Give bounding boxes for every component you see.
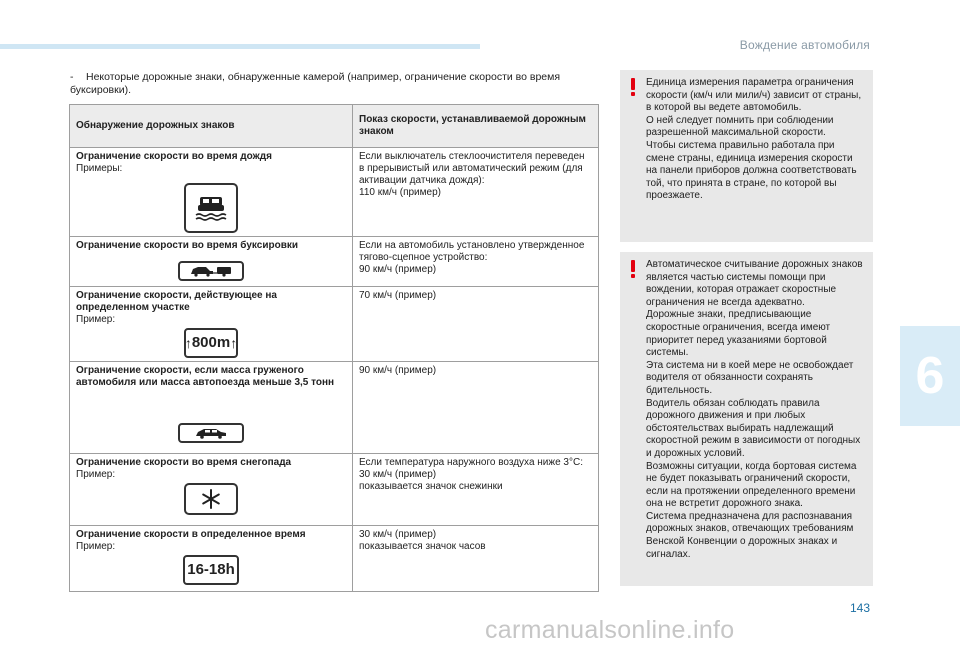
row-description: Если температура наружного воздуха ниже 3°C: 30 км/ч (пример) показывается значок снежинки bbox=[359, 457, 583, 492]
table-row bbox=[70, 237, 599, 287]
note-box-units bbox=[620, 70, 873, 242]
row-title: Ограничение скорости в определенное время bbox=[76, 529, 306, 540]
row-speed-cell bbox=[353, 526, 599, 592]
section-title: Вождение автомобиля bbox=[739, 38, 870, 52]
warning-icon bbox=[630, 260, 635, 278]
row-speed-cell bbox=[353, 362, 599, 454]
intro-bullet: - bbox=[70, 71, 74, 83]
table-header-row bbox=[70, 105, 599, 148]
watermark: carmanualsonline.info bbox=[485, 616, 735, 644]
table-row bbox=[70, 362, 599, 454]
distance-sign-text: 800m bbox=[191, 334, 231, 351]
distance-sign-icon bbox=[184, 328, 238, 358]
intro-paragraph bbox=[70, 71, 610, 97]
note-text: Единица измерения параметра ограничения скорости (км/ч или мили/ч) зависит от страны, в которой вы ведете автомобиль. О ней следует помнить при соблюдении разрешенной максимальной скорости. Чтобы система правильно работала при смене страны, единица измерения скорости на панели приборов должна соответствовать той, что принята в стране, по которой вы проезжаете. bbox=[646, 77, 862, 202]
row-detection-cell bbox=[70, 287, 353, 362]
column-header-speed-display: Показ скорости, устанавливаемой дорожным знаком bbox=[353, 105, 599, 148]
car-sign-icon bbox=[178, 423, 244, 443]
row-detection-cell bbox=[70, 148, 353, 237]
header-accent-bar bbox=[0, 44, 480, 49]
road-signs-table bbox=[69, 104, 599, 592]
table-row bbox=[70, 287, 599, 362]
row-detection-cell bbox=[70, 454, 353, 526]
row-detection-cell bbox=[70, 237, 353, 287]
time-sign-icon bbox=[183, 555, 239, 585]
chapter-tab bbox=[900, 326, 960, 426]
row-subtitle: Примеры: bbox=[76, 163, 123, 174]
row-description: Если выключатель стеклоочистителя переведен в прерывистый или автоматический режим (для активации датчика дождя): 110 км/ч (пример) bbox=[359, 151, 585, 198]
intro-text: Некоторые дорожные знаки, обнаруженные камерой (например, ограничение скорости во время буксировки). bbox=[70, 71, 561, 96]
page-number: 143 bbox=[849, 601, 870, 615]
time-sign-text: 16-18h bbox=[187, 561, 235, 578]
column-header-detection: Обнаружение дорожных знаков bbox=[70, 105, 353, 148]
row-title: Ограничение скорости, если масса груженого автомобиля или масса автопоезда меньше 3,5 тонн bbox=[76, 365, 335, 388]
row-title: Ограничение скорости во время буксировки bbox=[76, 240, 299, 251]
row-description: 30 км/ч (пример) показывается значок часов bbox=[359, 529, 486, 552]
warning-icon bbox=[630, 78, 635, 96]
row-speed-cell bbox=[353, 237, 599, 287]
row-title: Ограничение скорости, действующее на определенном участке bbox=[76, 290, 277, 313]
arrow-up-icon: ↑ bbox=[230, 335, 238, 351]
table-row bbox=[70, 526, 599, 592]
chapter-number: 6 bbox=[915, 347, 945, 405]
row-title: Ограничение скорости во время снегопада bbox=[76, 457, 292, 468]
row-description: 90 км/ч (пример) bbox=[359, 365, 437, 376]
row-description: 70 км/ч (пример) bbox=[359, 290, 437, 301]
row-speed-cell bbox=[353, 454, 599, 526]
row-detection-cell bbox=[70, 526, 353, 592]
row-subtitle: Пример: bbox=[76, 314, 116, 325]
row-subtitle: Пример: bbox=[76, 469, 116, 480]
row-title: Ограничение скорости во время дождя bbox=[76, 151, 272, 162]
note-box-system bbox=[620, 252, 873, 586]
row-subtitle: Пример: bbox=[76, 541, 116, 552]
snowflake-sign-icon bbox=[184, 483, 238, 515]
note-text: Автоматическое считывание дорожных знаков является частью системы помощи при вождении, которая отражает скоростные ограничения не всегда адекватно. Дорожные знаки, предписывающие скоростные ограничения, всегда имеют приоритет перед указаниями бортовой системы. Эта система ни в коей мере не освобождает водителя от обязанности сохранять бдительность. Водитель обязан соблюдать правила дорожного движения и при любых обстоятельствах выбирать надлежащий скоростной режим в зависимости от погодных и дорожных условий. Возможны ситуации, когда бортовая система не будет показывать ограничений скорости, если на протяжении определенного времени она не встретит дорожного знака. Система предназначена для распознавания дорожных знаков, отвечающих требованиям Венской Конвенции о дорожных знаках и сигналах. bbox=[646, 259, 863, 560]
row-detection-cell bbox=[70, 362, 353, 454]
row-speed-cell bbox=[353, 148, 599, 237]
row-speed-cell bbox=[353, 287, 599, 362]
arrow-up-icon: ↑ bbox=[184, 335, 192, 351]
table-row bbox=[70, 148, 599, 237]
rain-car-sign-icon bbox=[184, 183, 238, 233]
car-trailer-sign-icon bbox=[178, 261, 244, 281]
row-description: Если на автомобиль установлено утвержденное тягово-сцепное устройство: 90 км/ч (пример) bbox=[359, 240, 585, 275]
table-row bbox=[70, 454, 599, 526]
